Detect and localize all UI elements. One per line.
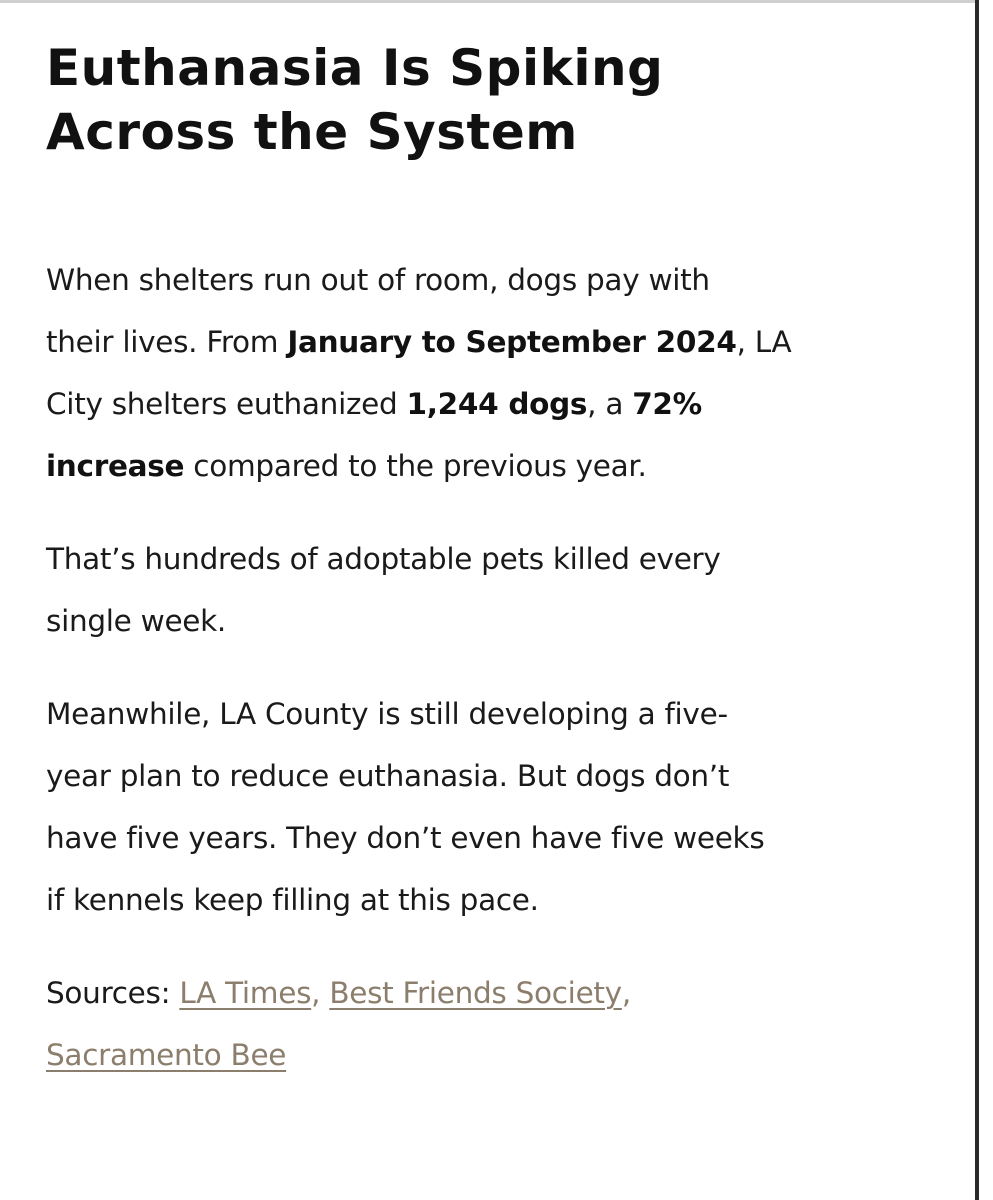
source-link-best-friends[interactable]: Best Friends Society <box>329 976 622 1010</box>
separator: , <box>311 976 321 1010</box>
paragraph-line: have five years. They don’t even have five weeks <box>46 821 765 855</box>
paragraph-line: year plan to reduce euthanasia. But dogs don’t <box>46 759 730 793</box>
separator: , <box>621 976 631 1010</box>
top-border <box>0 0 976 3</box>
paragraph-line: Meanwhile, LA County is still developing a five- <box>46 697 728 731</box>
paragraph-euthanasia-stats <box>46 249 946 497</box>
right-border <box>975 0 979 1200</box>
text: , a <box>587 387 633 421</box>
text: City shelters euthanized <box>46 387 407 421</box>
paragraph-line <box>46 249 946 311</box>
paragraph-weekly <box>46 528 946 652</box>
sources-label: Sources: <box>46 976 180 1010</box>
title-line-2: Across the System <box>46 103 578 161</box>
text: , LA <box>736 325 792 359</box>
article-title <box>46 36 946 164</box>
sources <box>46 962 946 1086</box>
title-line-1: Euthanasia Is Spiking <box>46 39 664 97</box>
paragraph-line: That’s hundreds of adoptable pets killed every <box>46 542 721 576</box>
sources-line <box>46 962 946 1024</box>
paragraph-line: if kennels keep filling at this pace. <box>46 883 539 917</box>
paragraph-line <box>46 373 946 435</box>
text: their lives. From <box>46 325 288 359</box>
paragraph-line <box>46 311 946 373</box>
sources-line <box>46 1024 946 1086</box>
percent-highlight: 72% <box>632 387 702 421</box>
paragraph-line: single week. <box>46 604 226 638</box>
source-link-la-times[interactable]: LA Times <box>179 976 312 1010</box>
paragraph-line <box>46 435 946 497</box>
text: compared to the previous year. <box>184 449 647 483</box>
paragraph-county-plan <box>46 683 946 931</box>
source-link-sacramento-bee[interactable]: Sacramento Bee <box>46 1038 287 1072</box>
dog-count-highlight: 1,244 dogs <box>406 387 588 421</box>
date-range-highlight: January to September 2024 <box>287 325 737 359</box>
increase-highlight: increase <box>46 449 185 483</box>
article <box>46 36 946 1086</box>
text: When shelters run out of room, dogs pay with <box>46 263 710 297</box>
